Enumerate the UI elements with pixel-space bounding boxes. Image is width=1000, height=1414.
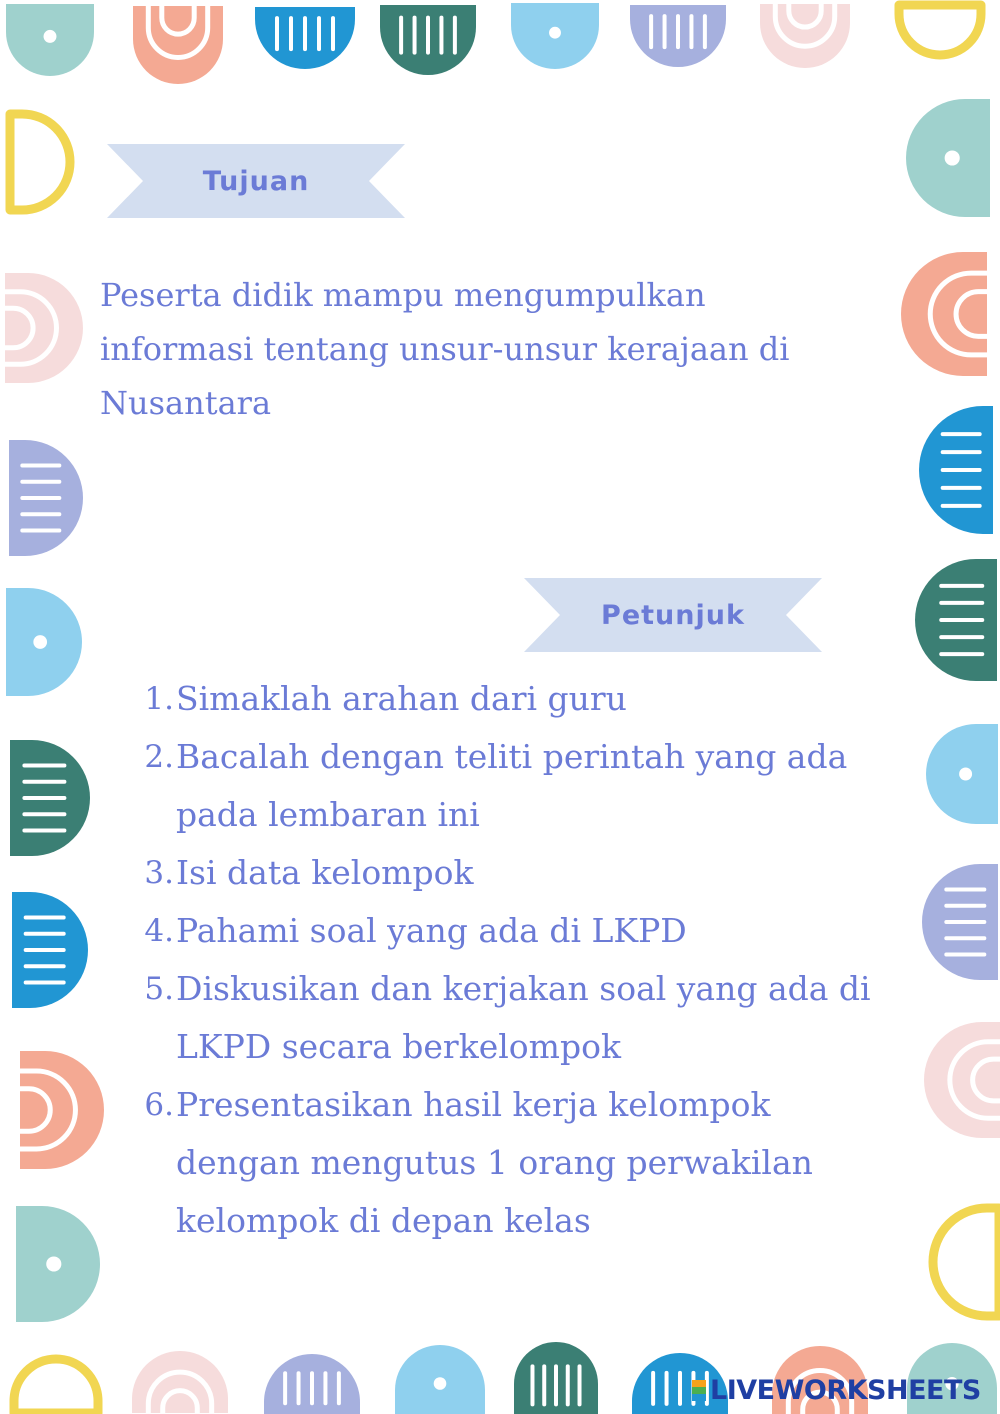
step-line: pada lembaran ini <box>176 795 480 834</box>
doodle-dome-icon <box>12 892 88 1008</box>
doodle-dome-icon <box>915 559 997 681</box>
step-number: 4. <box>144 913 174 949</box>
list-item <box>140 960 920 1076</box>
logo-bar <box>692 1394 706 1401</box>
tujuan-line: Nusantara <box>100 384 272 422</box>
doodle-dome-icon <box>16 1206 100 1322</box>
doodle-dome-icon <box>264 1354 360 1414</box>
step-text <box>174 960 871 1076</box>
step-number: 3. <box>144 855 174 891</box>
step-number: 5. <box>144 971 174 1007</box>
doodle-dome-icon <box>926 724 998 824</box>
tujuan-line: informasi tentang unsur-unsur kerajaan di <box>100 330 790 368</box>
doodle-dome-icon <box>10 114 70 210</box>
petunjuk-heading: Petunjuk <box>601 599 745 631</box>
doodle-dome-icon <box>6 588 82 696</box>
step-number: 6. <box>144 1087 174 1123</box>
step-text <box>174 728 847 844</box>
step-line: kelompok di depan kelas <box>176 1201 591 1240</box>
step-line: Presentasikan hasil kerja kelompok <box>176 1085 771 1124</box>
step-line: LKPD secara berkelompok <box>176 1027 621 1066</box>
step-text <box>174 1076 813 1250</box>
doodle-dome-icon <box>395 1345 485 1414</box>
doodle-dome-icon <box>5 273 83 383</box>
step-line: Simaklah arahan dari guru <box>176 679 627 718</box>
doodle-dome-icon <box>760 4 850 68</box>
petunjuk-ribbon <box>524 578 822 652</box>
doodle-dome-icon <box>9 440 83 556</box>
logo-bar <box>692 1380 706 1387</box>
step-line: Pahami soal yang ada di LKPD <box>176 911 687 950</box>
tujuan-ribbon <box>107 144 405 218</box>
doodle-dome-icon <box>924 1022 1000 1138</box>
tujuan-line: Peserta didik mampu mengumpulkan <box>100 276 706 314</box>
doodle-dome-icon <box>514 1342 598 1414</box>
list-item <box>140 844 920 902</box>
list-item <box>140 1076 920 1250</box>
step-text <box>174 902 687 960</box>
doodle-dome-icon <box>132 1351 228 1413</box>
step-line: Diskusikan dan kerjakan soal yang ada di <box>176 969 871 1008</box>
doodle-dome-icon <box>255 7 355 69</box>
doodle-dome-icon <box>922 864 998 980</box>
doodle-dome-icon <box>133 6 223 84</box>
doodle-dome-icon <box>901 252 987 376</box>
step-number: 2. <box>144 739 174 775</box>
tujuan-heading: Tujuan <box>202 165 310 197</box>
list-item <box>140 728 920 844</box>
list-item <box>140 670 920 728</box>
liveworksheets-brand <box>692 1372 981 1408</box>
doodle-dome-icon <box>630 5 726 67</box>
step-text <box>174 844 473 902</box>
doodle-dome-icon <box>10 740 90 856</box>
doodle-dome-icon <box>14 1359 98 1413</box>
instruction-list <box>140 670 920 1250</box>
step-text <box>174 670 627 728</box>
tujuan-paragraph <box>100 268 880 430</box>
doodle-dome-icon <box>933 1208 999 1316</box>
doodle-dome-icon <box>380 5 476 75</box>
doodle-dome-icon <box>6 4 94 76</box>
brand-name: LIVEWORKSHEETS <box>710 1374 981 1406</box>
step-line: dengan mengutus 1 orang perwakilan <box>176 1143 813 1182</box>
logo-bar <box>692 1387 706 1394</box>
doodle-dome-icon <box>511 3 599 69</box>
doodle-dome-icon <box>20 1051 104 1169</box>
step-number: 1. <box>144 681 174 717</box>
doodle-dome-icon <box>899 5 981 55</box>
step-line: Bacalah dengan teliti perintah yang ada <box>176 737 848 776</box>
liveworksheets-logo-icon <box>692 1380 706 1401</box>
list-item <box>140 902 920 960</box>
step-line: Isi data kelompok <box>176 853 474 892</box>
doodle-dome-icon <box>906 99 990 217</box>
doodle-dome-icon <box>919 406 993 534</box>
